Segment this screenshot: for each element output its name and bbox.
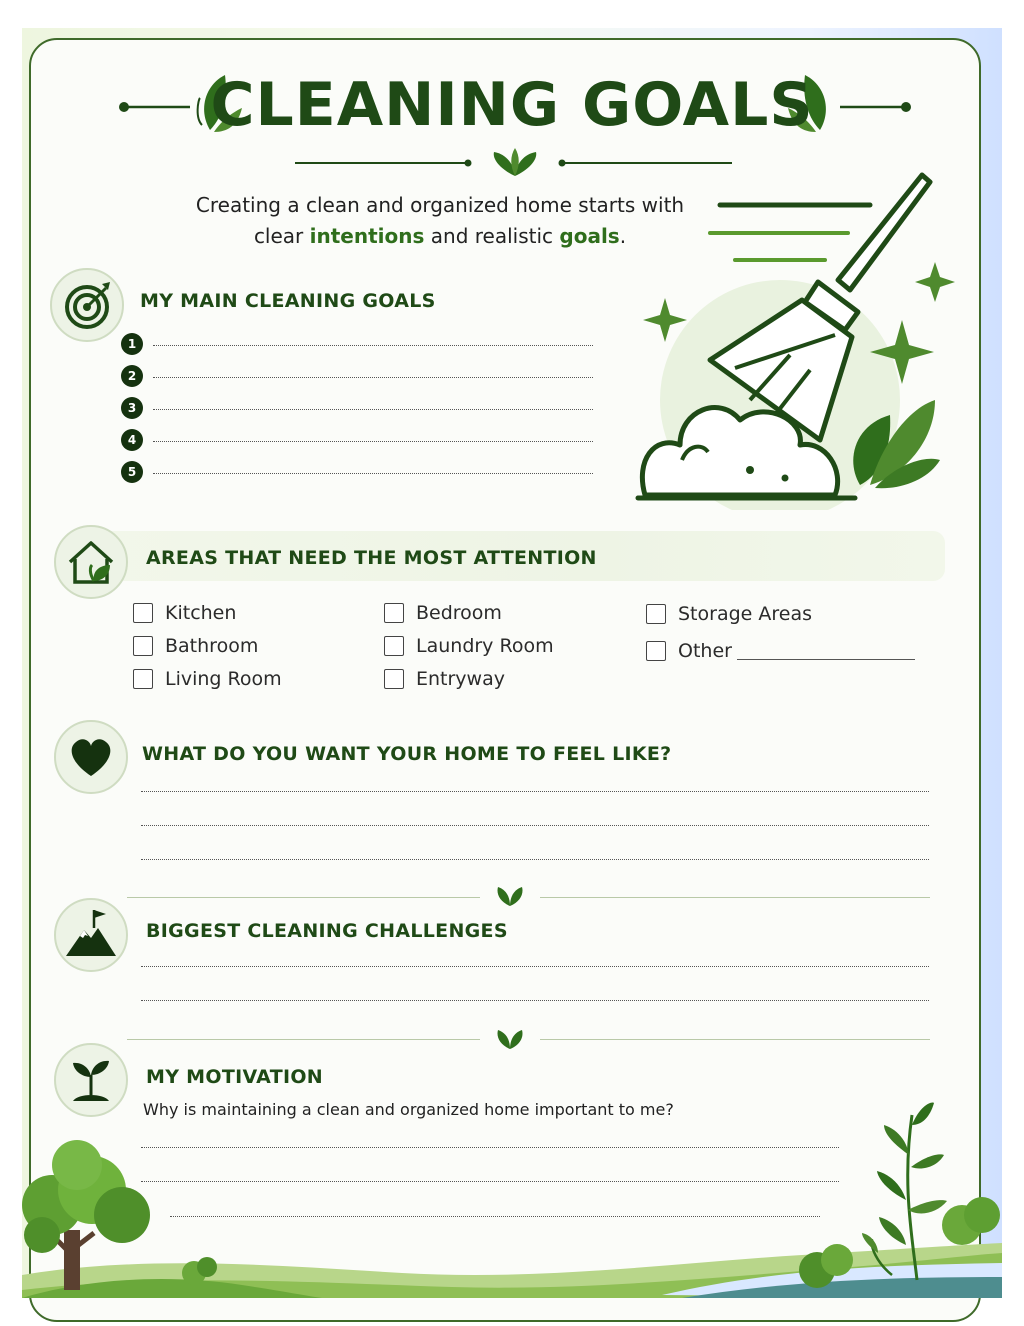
checkbox-box[interactable] — [133, 603, 153, 623]
goal-line[interactable] — [153, 377, 593, 378]
feel-line[interactable] — [141, 791, 929, 792]
area-checkbox-bathroom[interactable]: Bathroom — [133, 635, 258, 657]
mountain-flag-icon — [54, 898, 128, 972]
feel-line[interactable] — [141, 825, 929, 826]
sprout-divider-icon — [494, 148, 537, 176]
other-write-in-line[interactable] — [737, 659, 915, 660]
motivation-question: Why is maintaining a clean and organized home important to me? — [143, 1100, 674, 1119]
goals-section-title: MY MAIN CLEANING GOALS — [140, 290, 436, 312]
area-checkbox-storage-areas[interactable]: Storage Areas — [646, 603, 812, 625]
checkbox-box[interactable] — [646, 641, 666, 661]
feel-section-title: WHAT DO YOU WANT YOUR HOME TO FEEL LIKE? — [142, 743, 672, 765]
goal-number: 2 — [121, 365, 143, 387]
checkbox-box[interactable] — [384, 636, 404, 656]
motivation-section-title: MY MOTIVATION — [146, 1066, 323, 1088]
checkbox-box[interactable] — [384, 669, 404, 689]
section-divider — [540, 897, 930, 898]
goal-number: 1 — [121, 333, 143, 355]
goal-line[interactable] — [153, 409, 593, 410]
section-divider — [540, 1039, 930, 1040]
checkbox-box[interactable] — [384, 603, 404, 623]
area-checkbox-entryway[interactable]: Entryway — [384, 668, 505, 690]
house-icon — [54, 525, 128, 599]
checkbox-box[interactable] — [133, 636, 153, 656]
goal-line[interactable] — [153, 345, 593, 346]
section-divider — [127, 897, 480, 898]
sprout-divider-icon — [495, 1025, 525, 1051]
broom-illustration — [630, 160, 960, 510]
page-title: CLEANING GOALS — [210, 70, 814, 140]
goal-number: 3 — [121, 397, 143, 419]
goal-number: 4 — [121, 429, 143, 451]
area-checkbox-kitchen[interactable]: Kitchen — [133, 602, 236, 624]
section-divider — [127, 1039, 480, 1040]
areas-section-title: AREAS THAT NEED THE MOST ATTENTION — [146, 547, 597, 569]
area-checkbox-laundry-room[interactable]: Laundry Room — [384, 635, 554, 657]
heart-icon — [54, 720, 128, 794]
challenge-line[interactable] — [141, 1000, 929, 1001]
area-checkbox-bedroom[interactable]: Bedroom — [384, 602, 502, 624]
challenges-section-title: BIGGEST CLEANING CHALLENGES — [146, 920, 508, 942]
intro-line-1: Creating a clean and organized home starts with — [195, 193, 685, 217]
challenge-line[interactable] — [141, 966, 929, 967]
goal-line[interactable] — [153, 473, 593, 474]
goal-line[interactable] — [153, 441, 593, 442]
intro-line-2: clear intentions and realistic goals. — [253, 224, 627, 248]
sprout-divider-icon — [495, 882, 525, 908]
feel-line[interactable] — [141, 859, 929, 860]
area-checkbox-living-room[interactable]: Living Room — [133, 668, 282, 690]
checkbox-box[interactable] — [133, 669, 153, 689]
goal-number: 5 — [121, 461, 143, 483]
checkbox-box[interactable] — [646, 604, 666, 624]
area-checkbox-other[interactable]: Other — [646, 640, 732, 662]
landscape-illustration — [22, 1095, 1002, 1298]
target-icon — [50, 268, 124, 342]
